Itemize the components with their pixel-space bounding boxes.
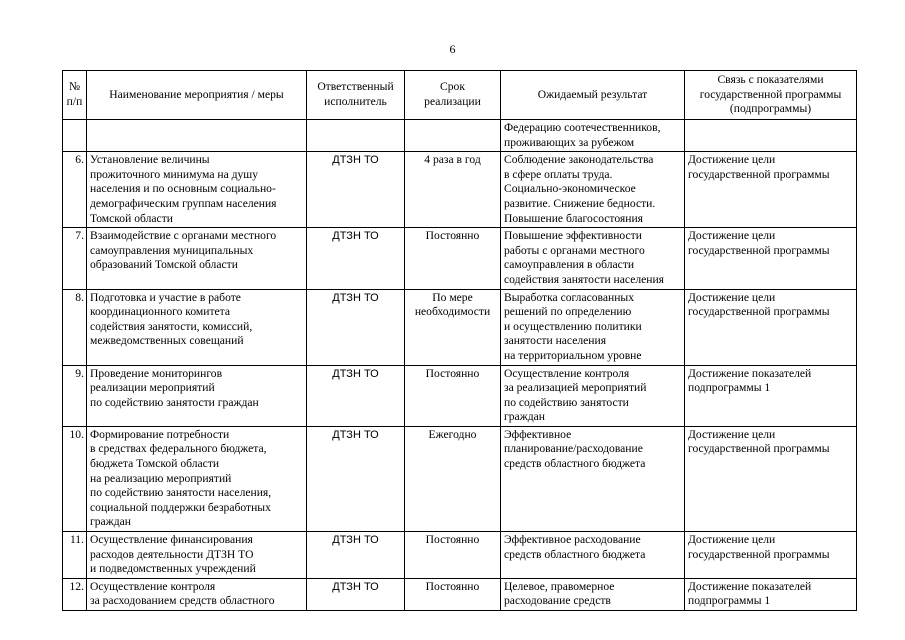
cell-line: государственной программы (688, 305, 830, 319)
cell-line: Федерацию соотечественников, (504, 121, 661, 134)
cell-executor: ДТЗН ТО (307, 152, 405, 228)
cell-line: расходов деятельности ДТЗН ТО (90, 547, 254, 561)
cell-expected-result (501, 365, 685, 426)
cell-executor: ДТЗН ТО (307, 289, 405, 365)
table-header-row (63, 71, 857, 120)
cell-line: Наименование мероприятия / меры (109, 87, 284, 101)
cell-executor (307, 120, 405, 152)
cell-line: Эффективное (504, 427, 572, 441)
cell-term (405, 228, 501, 289)
cell-line: по содействию занятости населения, (90, 486, 272, 500)
cell-line: расходование средств (504, 594, 611, 608)
cell-line: Взаимодействие с органами местного (90, 229, 277, 243)
cell-line: средств областного бюджета (504, 547, 646, 561)
cell-measure-name (87, 289, 307, 365)
table-row (63, 532, 857, 579)
cell-executor: ДТЗН ТО (307, 365, 405, 426)
cell-line: реализации (424, 95, 481, 108)
cell-line: населения и по основным социально- (90, 182, 276, 196)
cell-indicator-link (685, 120, 857, 152)
cell-measure-name (87, 426, 307, 531)
cell-line: содействия занятости, комиссий, (90, 319, 253, 333)
cell-num: 6. (63, 152, 87, 228)
cell-indicator-link (685, 578, 857, 610)
cell-line: в сфере оплаты труда. (504, 167, 613, 181)
cell-line: Осуществление контроля (90, 579, 216, 593)
cell-line: Повышение благосостояния (504, 211, 643, 225)
cell-line: Постоянно (425, 366, 480, 380)
table-body (63, 120, 857, 611)
cell-expected-result (501, 289, 685, 365)
cell-line: проживающих за рубежом (504, 135, 635, 149)
cell-line: социальной поддержки безработных (90, 500, 271, 514)
cell-measure-name (87, 578, 307, 610)
cell-line: самоуправления в области (504, 258, 635, 272)
cell-indicator-link (685, 532, 857, 579)
cell-term (405, 289, 501, 365)
cell-num: 8. (63, 289, 87, 365)
cell-term (405, 120, 501, 152)
cell-term (405, 426, 501, 531)
cell-expected-result (501, 426, 685, 531)
cell-line: средств областного бюджета (504, 457, 646, 471)
header-link (685, 71, 857, 120)
cell-num: 10. (63, 426, 87, 531)
cell-expected-result (501, 152, 685, 228)
cell-line: на территориальном уровне (504, 348, 642, 362)
cell-num (63, 120, 87, 152)
cell-line: п/п (66, 95, 83, 108)
cell-line: за реализацией мероприятий (504, 381, 647, 395)
cell-executor: ДТЗН ТО (307, 228, 405, 289)
cell-line: Постоянно (425, 229, 480, 243)
cell-line: граждан (90, 515, 131, 529)
cell-line: По мере (432, 290, 473, 304)
cell-line: исполнитель (324, 95, 387, 108)
cell-line: Достижение цели (688, 229, 776, 243)
cell-indicator-link (685, 228, 857, 289)
cell-term (405, 365, 501, 426)
cell-line: содействия занятости населения (504, 272, 665, 286)
cell-line: Томской области (90, 211, 173, 225)
cell-line: занятости населения (504, 334, 607, 348)
header-executor (307, 71, 405, 120)
cell-executor: ДТЗН ТО (307, 532, 405, 579)
cell-line: Постоянно (425, 533, 480, 547)
cell-line: государственной программы (688, 547, 830, 561)
header-term (405, 71, 501, 120)
cell-line: демографическим группам населения (90, 196, 277, 210)
cell-line: Целевое, правомерное (504, 579, 615, 593)
cell-line: и подведомственных учреждений (90, 562, 256, 576)
cell-line: Достижение цели (688, 290, 776, 304)
cell-line: в средствах федерального бюджета, (90, 442, 267, 456)
cell-line: государственной программы (688, 442, 830, 456)
cell-executor: ДТЗН ТО (307, 578, 405, 610)
header-result (501, 71, 685, 120)
cell-line: за расходованием средств областного (90, 594, 275, 608)
cell-line: Ответственный (317, 80, 394, 94)
cell-num: 9. (63, 365, 87, 426)
header-name (87, 71, 307, 120)
cell-measure-name (87, 228, 307, 289)
cell-line: работы с органами местного (504, 243, 645, 257)
cell-line: Достижение цели (688, 427, 776, 441)
cell-line: 4 раза в год (424, 153, 481, 167)
cell-num: 12. (63, 578, 87, 610)
cell-line: государственной программы (688, 243, 830, 257)
cell-line: Установление величины (90, 153, 210, 167)
cell-measure-name (87, 532, 307, 579)
cell-line: бюджета Томской области (90, 457, 220, 471)
cell-line: государственной программы (699, 87, 842, 101)
cell-line: государственной программы (688, 167, 830, 181)
cell-expected-result (501, 120, 685, 152)
cell-num: 11. (63, 532, 87, 579)
cell-line: Связь с показателями (717, 73, 824, 87)
cell-indicator-link (685, 289, 857, 365)
cell-line: Срок (440, 80, 465, 94)
cell-line: прожиточного минимума на душу (90, 167, 259, 181)
cell-line: на реализацию мероприятий (90, 471, 232, 485)
cell-line: (подпрограммы) (729, 102, 812, 116)
cell-executor: ДТЗН ТО (307, 426, 405, 531)
cell-line: Проведение мониторингов (90, 366, 223, 380)
cell-line: решений по определению (504, 305, 632, 319)
cell-indicator-link (685, 426, 857, 531)
cell-term (405, 578, 501, 610)
cell-indicator-link (685, 365, 857, 426)
cell-expected-result (501, 228, 685, 289)
cell-line: по содействию занятости граждан (90, 395, 259, 409)
cell-measure-name (87, 365, 307, 426)
measures-table (62, 70, 857, 611)
cell-line: Ежегодно (428, 427, 477, 441)
cell-line: развитие. Снижение бедности. (504, 196, 656, 210)
cell-line: Осуществление финансирования (90, 533, 253, 547)
table-row (63, 152, 857, 228)
cell-line: планирование/расходование (504, 442, 643, 456)
cell-line: Достижение показателей (688, 366, 812, 380)
table-row (63, 289, 857, 365)
cell-line: Соблюдение законодательства (504, 153, 654, 167)
cell-line: Ожидаемый результат (537, 87, 648, 101)
cell-measure-name (87, 152, 307, 228)
page-number: 6 (449, 42, 456, 56)
cell-expected-result (501, 532, 685, 579)
cell-line: координационного комитета (90, 305, 231, 319)
cell-line: необходимости (414, 305, 491, 319)
table-row (63, 365, 857, 426)
cell-line: Постоянно (425, 579, 480, 593)
cell-line: подпрограммы 1 (688, 381, 771, 395)
table-row (63, 228, 857, 289)
cell-expected-result (501, 578, 685, 610)
cell-line: Достижение показателей (688, 579, 812, 593)
cell-line: Формирование потребности (90, 427, 230, 441)
table-row (63, 120, 857, 152)
cell-line: по содействию занятости (504, 395, 629, 409)
cell-measure-name (87, 120, 307, 152)
cell-line: Достижение цели (688, 153, 776, 167)
cell-indicator-link (685, 152, 857, 228)
cell-num: 7. (63, 228, 87, 289)
header-num (63, 71, 87, 120)
cell-line: самоуправления муниципальных (90, 243, 254, 257)
table-row (63, 578, 857, 610)
cell-line: Выработка согласованных (504, 290, 635, 304)
cell-line: Осуществление контроля (504, 366, 630, 380)
table-row (63, 426, 857, 531)
cell-line: и осуществлению политики (504, 319, 642, 333)
cell-line: подпрограммы 1 (688, 594, 771, 608)
cell-line: граждан (504, 410, 545, 424)
cell-term (405, 152, 501, 228)
cell-line: № (68, 80, 81, 94)
cell-line: Эффективное расходование (504, 533, 641, 547)
cell-line: образований Томской области (90, 258, 238, 272)
cell-line: Повышение эффективности (504, 229, 642, 243)
cell-term (405, 532, 501, 579)
cell-line: Подготовка и участие в работе (90, 290, 241, 304)
cell-line: Достижение цели (688, 533, 776, 547)
cell-line: реализации мероприятий (90, 381, 215, 395)
cell-line: межведомственных совещаний (90, 334, 244, 348)
cell-line: Социально-экономическое (504, 182, 636, 196)
